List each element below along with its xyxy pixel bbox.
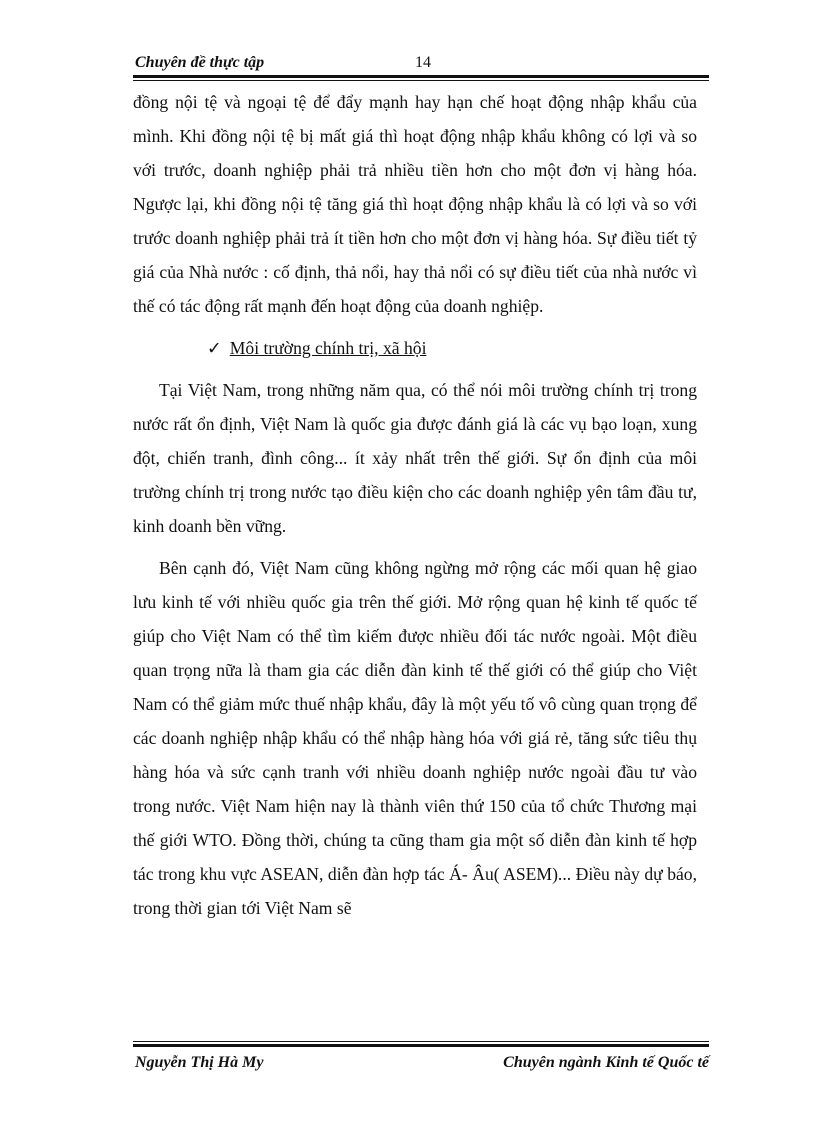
paragraph-continued: đồng nội tệ và ngoại tệ để đẩy mạnh hay hạn chế hoạt động nhập khẩu của mình. Khi đồng nội tệ bị mất giá thì hoạt động nhập khẩu không có lợi và so với trước, doanh nghiệp phải trả nhiều tiền hơn cho một đơn vị hàng hóa. Ngược lại, khi đồng nội tệ tăng giá thì hoạt động nhập khẩu là có lợi và so với trước doanh nghiệp phải trả ít tiền hơn cho một đơn vị hàng hóa. Sự điều tiết tỷ giá của Nhà nước : cố định, thả nổi, hay thả nổi có sự điều tiết của nhà nước vì thế có tác động rất mạnh đến hoạt động của doanh nghiệp. [133, 92, 697, 316]
section-heading-text: Môi trường chính trị, xã hội [229, 338, 427, 358]
paragraph-2: Bên cạnh đó, Việt Nam cũng không ngừng mở rộng các mối quan hệ giao lưu kinh tế với nhiều quốc gia trên thế giới. Mở rộng quan hệ kinh tế quốc tế giúp cho Việt Nam có thể tìm kiếm được nhiều đối tác nước ngoài. Một điều quan trọng nữa là tham gia các diễn đàn kinh tế thế giới có thể giúp cho Việt Nam có thể giảm mức thuế nhập khẩu, đây là một yếu tố vô cùng quan trọng để các doanh nghiệp nhập khẩu có thể nhập hàng hóa với giá rẻ, tăng sức tiêu thụ hàng hóa và sức cạnh tranh với nhiều doanh nghiệp nước ngoài đầu tư vào trong nước. Việt Nam hiện nay là thành viên thứ 150 của tổ chức Thương mại thế giới WTO. Đồng thời, chúng ta cũng tham gia một số diễn đàn kinh tế hợp tác trong khu vực ASEAN, diễn đàn hợp tác Á- Âu( ASEM)... Điều này dự báo, trong thời gian tới Việt Nam sẽ [133, 558, 697, 918]
header-rule-thick [133, 75, 709, 78]
section-heading [133, 331, 697, 365]
paragraph-1: Tại Việt Nam, trong những năm qua, có thể nói môi trường chính trị trong nước rất ổn định, Việt Nam là quốc gia được đánh giá là các vụ bạo loạn, xung đột, chiến tranh, đình công... ít xảy nhất trên thế giới. Sự ổn định của môi trường chính trị trong nước tạo điều kiện cho các doanh nghiệp yên tâm đầu tư, kinh doanh bền vững. [133, 380, 697, 536]
header-rule-thin [133, 80, 709, 81]
checkmark-icon: ✓ [207, 338, 222, 358]
footer-rule-thick [133, 1044, 709, 1047]
header-title: Chuyên đề thực tập [135, 54, 265, 71]
footer-author: Nguyễn Thị Hà My [135, 1054, 264, 1071]
page-number: 14 [415, 54, 431, 71]
page-body [133, 85, 697, 925]
footer-rule-thin [133, 1041, 709, 1042]
footer-major: Chuyên ngành Kinh tế Quốc tế [503, 1054, 709, 1071]
